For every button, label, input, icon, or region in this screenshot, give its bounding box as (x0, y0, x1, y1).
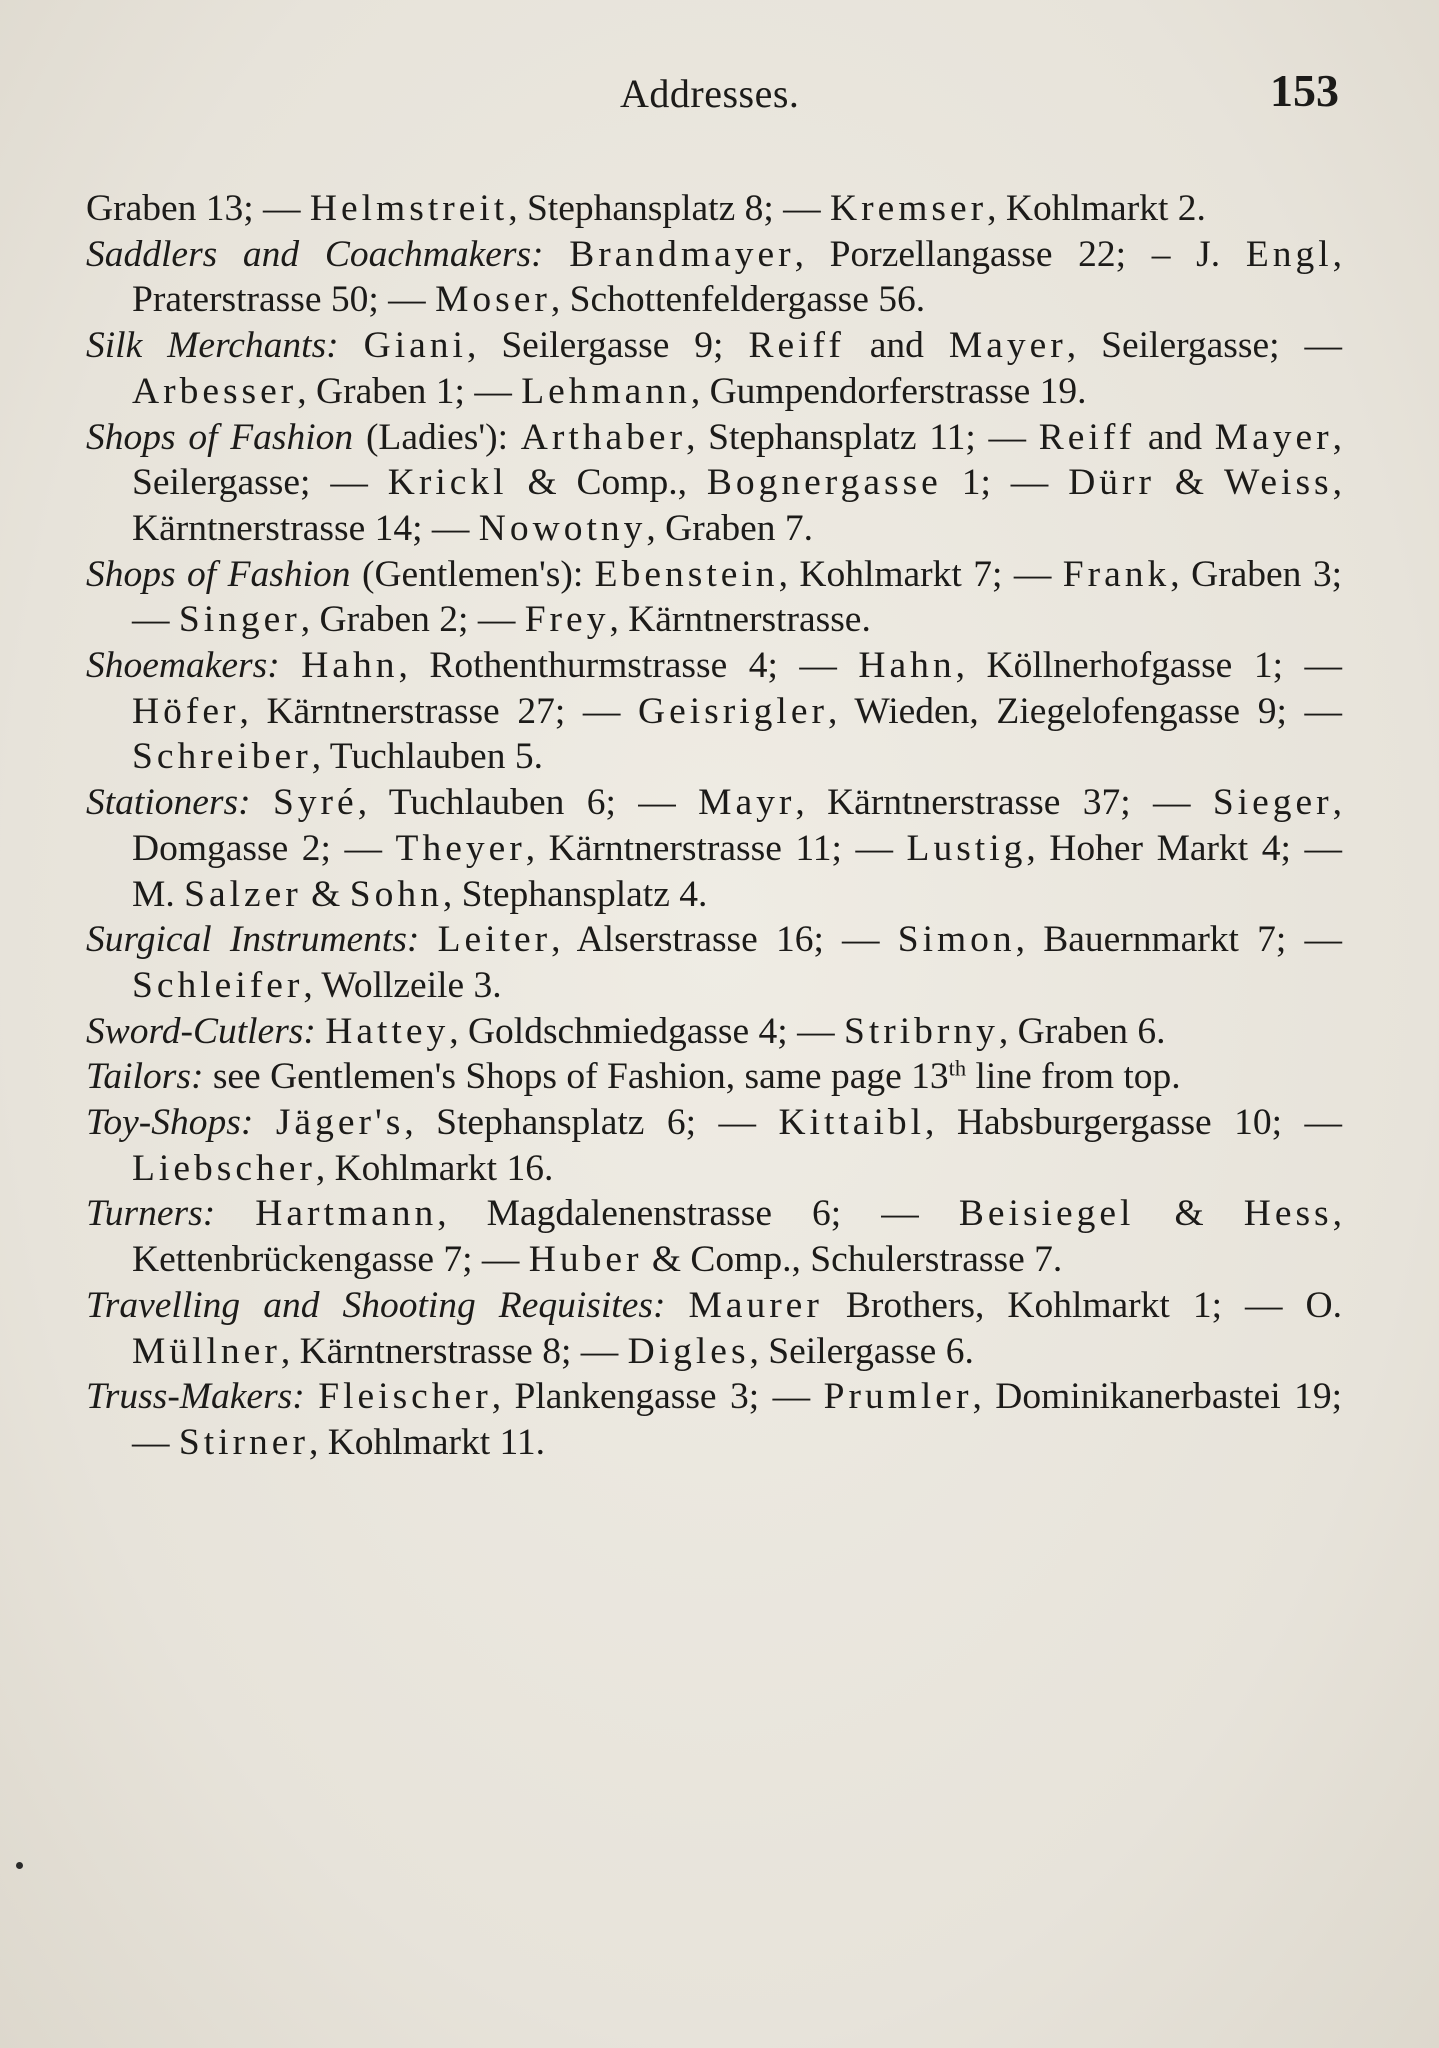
entry-text: & Comp., Schulerstrasse 7. (642, 1239, 1063, 1281)
merchant-name: Frank (1062, 553, 1171, 595)
entry-text: , Seilergasse 6. (749, 1330, 974, 1372)
entry-text: , Graben 7. (646, 507, 813, 549)
entry-text: , Seilergasse; — (132, 416, 1343, 504)
entry-category: Toy-Shops: (86, 1102, 254, 1144)
entry-category: Shops of Fashion (86, 553, 351, 595)
entry-text: , Kärntnerstrasse. (609, 599, 871, 641)
entry-text: , Wieden, Ziegelofengasse 9; — (827, 690, 1342, 732)
merchant-name: Dürr (1068, 462, 1156, 504)
running-head-title: Addresses. (620, 71, 800, 116)
entry-text: (Ladies'): (365, 416, 521, 458)
entry-text: , Kettenbrückengasse 7; — (132, 1193, 1343, 1281)
merchant-name: Geisrigler (638, 690, 828, 732)
entry-text: and (1135, 416, 1215, 458)
entry-text: , Seilergasse 9; (466, 325, 749, 367)
entry-text: & Comp., (507, 462, 707, 504)
merchant-name: Giani (363, 325, 467, 367)
address-entry (86, 232, 1342, 323)
merchant-name: Stirner (178, 1421, 309, 1463)
entry-text: Graben 13; — (86, 188, 310, 229)
running-head (0, 62, 1439, 122)
merchant-name: Hess (1243, 1193, 1333, 1235)
address-entry (86, 1191, 1342, 1282)
address-entry (86, 780, 1342, 917)
merchant-name: Salzer (184, 873, 302, 915)
merchant-name: Sohn (349, 873, 443, 915)
entry-text: line from top. (966, 1056, 1181, 1098)
entry-category: Truss-Makers: (86, 1376, 305, 1418)
entry-category: Travelling and Shooting Requisites: (86, 1284, 666, 1326)
merchant-name: Lustig (906, 827, 1027, 869)
address-entry (86, 643, 1342, 780)
entry-text: , Stephansplatz 6; — (404, 1102, 779, 1144)
entry-text: , Schottenfeldergasse 56. (550, 279, 926, 321)
merchant-name: Theyer (395, 827, 526, 869)
merchant-name: Schreiber (132, 736, 312, 778)
entry-text: , Kärntnerstrasse 11; — (525, 827, 907, 869)
merchant-name: Simon (897, 919, 1016, 961)
address-entry (86, 917, 1342, 1008)
merchant-name: Beisiegel (958, 1193, 1135, 1235)
entry-text: , Graben 1; — (297, 370, 522, 412)
merchant-name: Mayer (948, 325, 1067, 367)
merchant-name: Liebscher (132, 1147, 316, 1189)
merchant-name: Bognergasse (706, 462, 942, 504)
entry-text: , Tuchlauben 5. (311, 736, 543, 778)
margin-ink-dot (16, 1862, 23, 1869)
merchant-name: Arbesser (132, 370, 298, 412)
entry-category: Saddlers and Coachmakers: (86, 233, 544, 275)
entry-text: , Goldschmiedgasse 4; — (449, 1010, 844, 1052)
entry-text: , Stephansplatz 8; — (508, 188, 831, 229)
entry-text: Brothers, Kohlmarkt 1; — O. (822, 1284, 1342, 1326)
merchant-name: Höfer (132, 690, 240, 732)
address-entry (86, 1283, 1342, 1374)
entry-text: , Rothenthurmstrasse 4; — (398, 645, 859, 687)
address-entry (86, 552, 1342, 643)
entry-text: & (1155, 462, 1224, 504)
entry-text: , Domgasse 2; — (132, 782, 1342, 869)
address-entry (86, 1374, 1342, 1465)
entry-text: , Kohlmarkt 2. (987, 188, 1206, 229)
merchant-name: Kremser (830, 188, 988, 229)
merchant-name: Reiff (748, 325, 845, 367)
entry-text: , Kärntnerstrasse 8; — (280, 1330, 628, 1372)
entry-text: , Stephansplatz 4. (442, 873, 708, 915)
merchant-name: Hartmann (255, 1193, 438, 1235)
entry-text: , Stephansplatz 11; — (686, 416, 1039, 458)
ordinal-suffix: th (948, 1055, 967, 1081)
merchant-name: Hahn (301, 645, 399, 687)
merchant-name: Singer (178, 599, 301, 641)
merchant-name: Weiss (1223, 462, 1333, 504)
entry-category: Surgical Instruments: (86, 919, 420, 961)
entry-text: 1; — (941, 462, 1069, 504)
entry-text: , Kärntnerstrasse 27; — (239, 690, 639, 732)
merchant-name: Frey (524, 599, 610, 641)
entry-category: Tailors: (86, 1056, 204, 1098)
entry-category: Shoemakers: (86, 645, 280, 687)
merchant-name: Huber (528, 1239, 643, 1281)
merchant-name: Moser (435, 279, 551, 321)
entry-text: , Habsburgergasse 10; — (925, 1102, 1343, 1144)
merchant-name: Engl (1245, 233, 1333, 275)
entry-text: , Kärntnerstrasse 14; — (132, 462, 1343, 549)
address-list (86, 186, 1342, 1466)
entry-text: , Gumpendorferstrasse 19. (690, 370, 1087, 412)
merchant-name: Prumler (823, 1376, 973, 1418)
entry-text: , Kärntnerstrasse 37; — (795, 782, 1213, 824)
entry-text: & (301, 873, 350, 915)
entry-text: and (844, 325, 949, 367)
address-entry (86, 1009, 1342, 1055)
entry-text: , Magdalenenstrasse 6; — (437, 1193, 959, 1235)
entry-text: , Kohlmarkt 7; — (778, 553, 1063, 595)
address-entry (86, 1054, 1342, 1100)
entry-category: Shops of Fashion (86, 416, 354, 458)
entry-text: , Köllnerhofgasse 1; — (955, 645, 1342, 687)
merchant-name: Reiff (1038, 416, 1136, 458)
merchant-name: Sieger (1212, 782, 1333, 824)
entry-category: Sword-Cutlers: (86, 1010, 316, 1052)
merchant-name: Helmstreit (309, 188, 509, 229)
merchant-name: Leiter (437, 919, 552, 961)
entry-text: & (1134, 1193, 1244, 1235)
entry-category: Stationers: (86, 782, 251, 824)
entry-text: , Alserstrasse 16; — (551, 919, 898, 961)
entry-category: Silk Merchants: (86, 325, 339, 367)
entry-text: , Porzellangasse 22; – J. (794, 233, 1246, 275)
merchant-name: Müllner (132, 1330, 281, 1372)
merchant-name: Hattey (325, 1010, 450, 1052)
address-entry (86, 186, 1342, 232)
merchant-name: Hahn (858, 645, 956, 687)
entry-text: , Kohlmarkt 11. (308, 1421, 546, 1463)
merchant-name: Nowotny (478, 507, 647, 549)
merchant-name: Mayer (1214, 416, 1333, 458)
entry-text: , Plankengasse 3; — (491, 1376, 824, 1418)
page-number: 153 (1270, 65, 1339, 116)
entry-text: , Graben 6. (998, 1010, 1166, 1052)
address-entry (86, 1100, 1342, 1191)
merchant-name: Digles (627, 1330, 750, 1372)
entry-text: , Bauernmarkt 7; — (1015, 919, 1342, 961)
merchant-name: Arthaber (520, 416, 687, 458)
merchant-name: Schleifer (132, 964, 304, 1006)
entry-text: , Tuchlauben 6; — (357, 782, 699, 824)
merchant-name: Stribrny (843, 1010, 999, 1052)
merchant-name: Kittaibl (778, 1102, 926, 1144)
entry-text: , Wollzeile 3. (303, 964, 502, 1006)
merchant-name: Ebenstein (594, 553, 779, 595)
entry-text: see Gentlemen's Shops of Fashion, same page 13 (212, 1056, 949, 1098)
merchant-name: Brandmayer (569, 233, 795, 275)
entry-category: Turners: (86, 1193, 216, 1235)
entry-text: , Hoher Markt 4; — M. (132, 827, 1342, 915)
entry-text: , Dominikanerbastei 19; — (132, 1376, 1342, 1463)
merchant-name: Mayr (698, 782, 796, 824)
merchant-name: Jäger's (275, 1102, 405, 1144)
merchant-name: Krickl (387, 462, 508, 504)
entry-text: , Graben 3; — (132, 553, 1343, 641)
merchant-name: Maurer (688, 1284, 823, 1326)
address-entry (86, 415, 1342, 552)
entry-text: , Kohlmarkt 16. (315, 1147, 554, 1189)
entry-text: , Seilergasse; — (1066, 325, 1343, 367)
address-entry (86, 323, 1342, 414)
merchant-name: Fleischer (318, 1376, 492, 1418)
merchant-name: Lehmann (521, 370, 691, 412)
merchant-name: Syré (272, 782, 358, 824)
entry-text: , Praterstrasse 50; — (132, 233, 1343, 321)
entry-text: , Graben 2; — (300, 599, 525, 641)
entry-text: (Gentlemen's): (361, 553, 595, 595)
